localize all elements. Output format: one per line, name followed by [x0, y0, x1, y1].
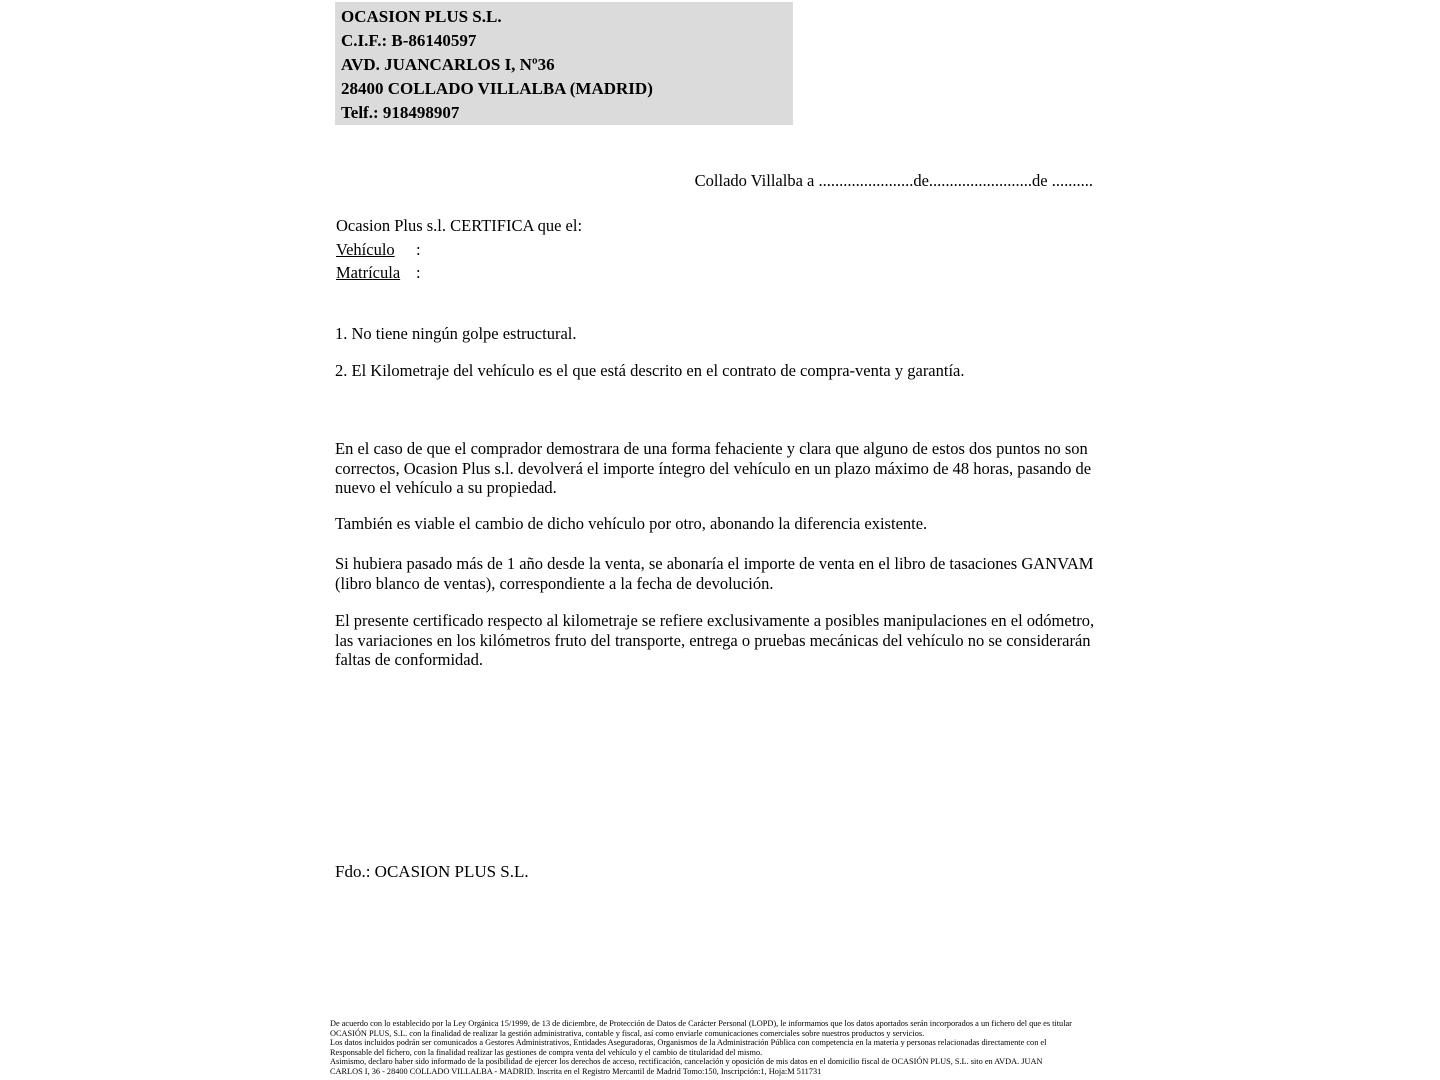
company-header: [335, 2, 793, 125]
paragraph-odometer: El presente certificado respecto al kilometraje se refiere exclusivamente a posibles manipulaciones en el odómetro, las variaciones en los kilómetros fruto del transporte, entrega o pruebas mecánicas del vehículo no se considerarán faltas de conformidad.: [335, 611, 1095, 669]
plate-label: Matrícula: [336, 263, 401, 282]
vehicle-colon: :: [416, 239, 421, 259]
certify-section: [336, 214, 836, 285]
vehicle-field: [336, 238, 836, 262]
condition-point-2: 2. El Kilometraje del vehículo es el que está descrito en el contrato de compra-venta y garantía.: [335, 361, 965, 380]
company-cif: C.I.F.: B-86140597: [341, 31, 477, 50]
certify-intro: Ocasion Plus s.l. CERTIFICA que el:: [336, 216, 583, 235]
legal-line-4: Responsable del fichero, con la finalidad realizar las gestiones de compra venta del vehículo y el cambio de titularidad del mismo.: [330, 1047, 763, 1057]
date-place-line: Collado Villalba a .......................de.........................de ..........: [694, 171, 1093, 190]
company-city: 28400 COLLADO VILLALBA (MADRID): [341, 79, 653, 98]
paragraph-ganvam: Si hubiera pasado más de 1 año desde la venta, se abonaría el importe de venta en el libro de tasaciones GANVAM (libro blanco de ventas), correspondiente a la fecha de devolución.: [335, 554, 1094, 593]
legal-line-5: Asimismo, declaro haber sido informado de la posibilidad de ejercer los derechos de acceso, rectificación, cancelación y oposición de mis datos en el domicilio fiscal de OCASIÓN PLUS, S.L. sito en AVDA. JUAN: [330, 1057, 1043, 1067]
plate-colon: :: [416, 263, 421, 282]
paragraph-refund: En el caso de que el comprador demostrara de una forma fehaciente y clara que alguno de estos dos puntos no son correctos, Ocasion Plus s.l. devolverá el importe íntegro del vehículo en un plazo máximo de 48 horas, pasando de nuevo el vehículo a su propiedad.: [335, 439, 1092, 497]
signature-line: Fdo.: OCASION PLUS S.L.: [335, 862, 529, 881]
company-phone: Telf.: 918498907: [341, 103, 460, 122]
vehicle-label: Vehículo: [336, 239, 395, 259]
condition-point-1: 1. No tiene ningún golpe estructural.: [335, 324, 577, 343]
paragraph-exchange: También es viable el cambio de dicho vehículo por otro, abonando la diferencia existente.: [335, 514, 928, 533]
legal-line-6: CARLOS I, 36 - 28400 COLLADO VILLALBA - MADRID. Inscrita en el Registro Mercantil de Madrid Tomo:150, Inscripción:1, Hoja:M 511731: [330, 1066, 822, 1076]
legal-line-1: De acuerdo con lo establecido por la Ley Orgánica 15/1999, de 13 de diciembre, de Protección de Datos de Carácter Personal (LOPD), le informamos que los datos aportados serán incorporados a un fichero del que es titular: [330, 1019, 1072, 1028]
plate-field: [336, 261, 836, 285]
legal-line-2: OCASIÓN PLUS, S.L. con la finalidad de realizar la gestión administrativa, contable y fiscal, así como enviarle comunicaciones comerciales sobre nuestros productos y servicios.: [330, 1028, 925, 1038]
legal-footer: [330, 1019, 1120, 1077]
company-address: AVD. JUANCARLOS I, Nº36: [341, 55, 555, 74]
legal-line-3: Los datos incluidos podrán ser comunicados a Gestores Administrativos, Entidades Aseguradoras, Organismos de la Administración Pública con competencia en la materia y personas relacionadas directamente con el: [330, 1038, 1047, 1048]
company-name: OCASION PLUS S.L.: [341, 7, 502, 26]
